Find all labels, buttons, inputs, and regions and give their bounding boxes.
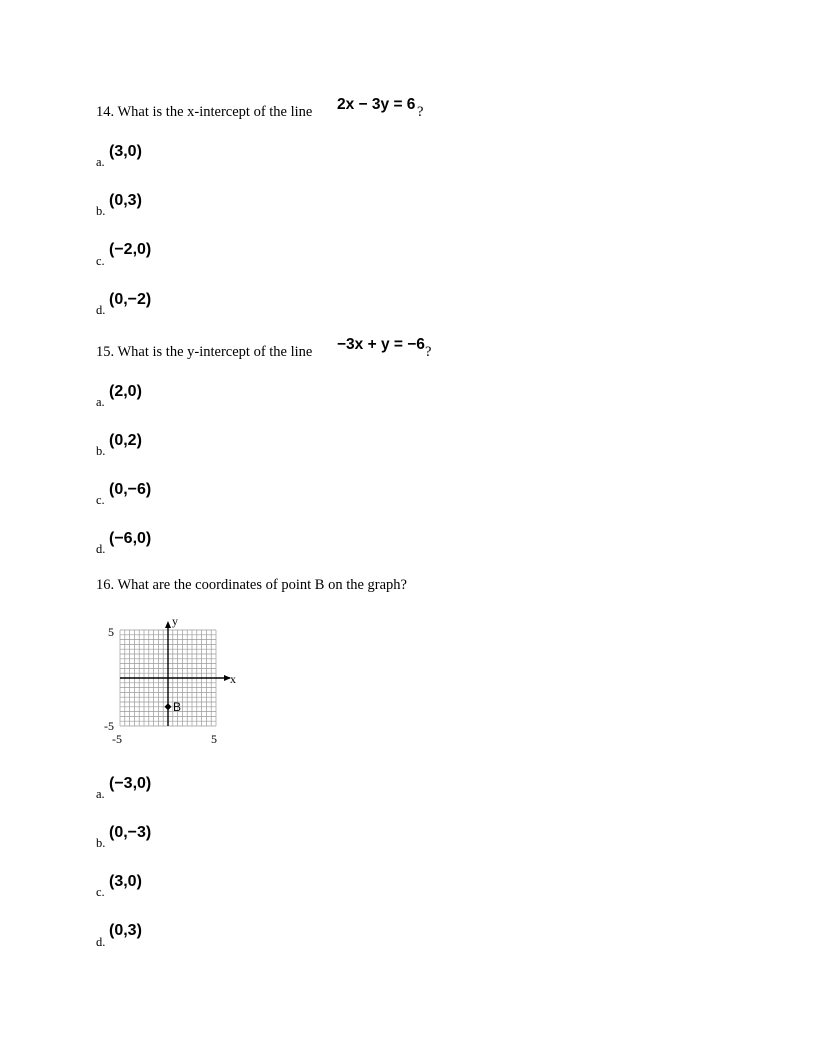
graph-y-axis-label: y (172, 614, 178, 628)
q14-option-c-value: (−2,0) (109, 241, 152, 258)
q15-option-a-letter: a. (96, 395, 105, 409)
q14-option-b-value: (0,3) (109, 192, 142, 209)
q16-option-b-value: (0,−3) (109, 824, 152, 841)
q16-option-b-letter: b. (96, 836, 106, 850)
graph-y-min-label: -5 (104, 719, 114, 733)
q16-option-a-letter: a. (96, 787, 105, 801)
q14-option-a-value: (3,0) (109, 143, 142, 160)
q14-option-a-letter: a. (96, 155, 105, 169)
graph-x-max-label: 5 (211, 732, 217, 746)
question-14-qmark: ? (417, 104, 424, 120)
q15-option-c-letter: c. (96, 493, 105, 507)
q14-option-b-letter: b. (96, 204, 106, 218)
q15-option-c-value: (0,−6) (109, 481, 152, 498)
graph-y-max-label: 5 (108, 625, 114, 639)
q16-option-d-value: (0,3) (109, 922, 142, 939)
y-axis-arrow-icon (165, 621, 171, 628)
point-b-marker (165, 703, 172, 710)
question-15-text: 15. What is the y-intercept of the line (96, 344, 313, 360)
question-15-equation: −3x + y = −6 (337, 336, 425, 353)
q14-option-d-value: (0,−2) (109, 291, 152, 308)
q15-option-b-letter: b. (96, 444, 106, 458)
q14-option-d-letter: d. (96, 303, 106, 317)
q14-option-c-letter: c. (96, 254, 105, 268)
question-14-equation: 2x − 3y = 6 (337, 96, 416, 113)
q16-option-d-letter: d. (96, 935, 106, 949)
question-15-qmark: ? (425, 344, 432, 360)
q16-option-c-value: (3,0) (109, 873, 142, 890)
question-16-text: 16. What are the coordinates of point B on the graph? (96, 577, 407, 593)
q16-option-c-letter: c. (96, 885, 105, 899)
q15-option-b-value: (0,2) (109, 432, 142, 449)
q16-option-a-value: (−3,0) (109, 775, 152, 792)
coordinate-graph (100, 612, 250, 747)
q15-option-a-value: (2,0) (109, 383, 142, 400)
graph-point-b-label: B (173, 700, 182, 714)
q15-option-d-value: (−6,0) (109, 530, 152, 547)
q15-option-d-letter: d. (96, 542, 106, 556)
graph-grid-svg (100, 612, 250, 747)
question-14-text: 14. What is the x-intercept of the line (96, 104, 313, 120)
graph-x-axis-label: x (230, 672, 236, 686)
graph-x-min-label: -5 (112, 732, 122, 746)
